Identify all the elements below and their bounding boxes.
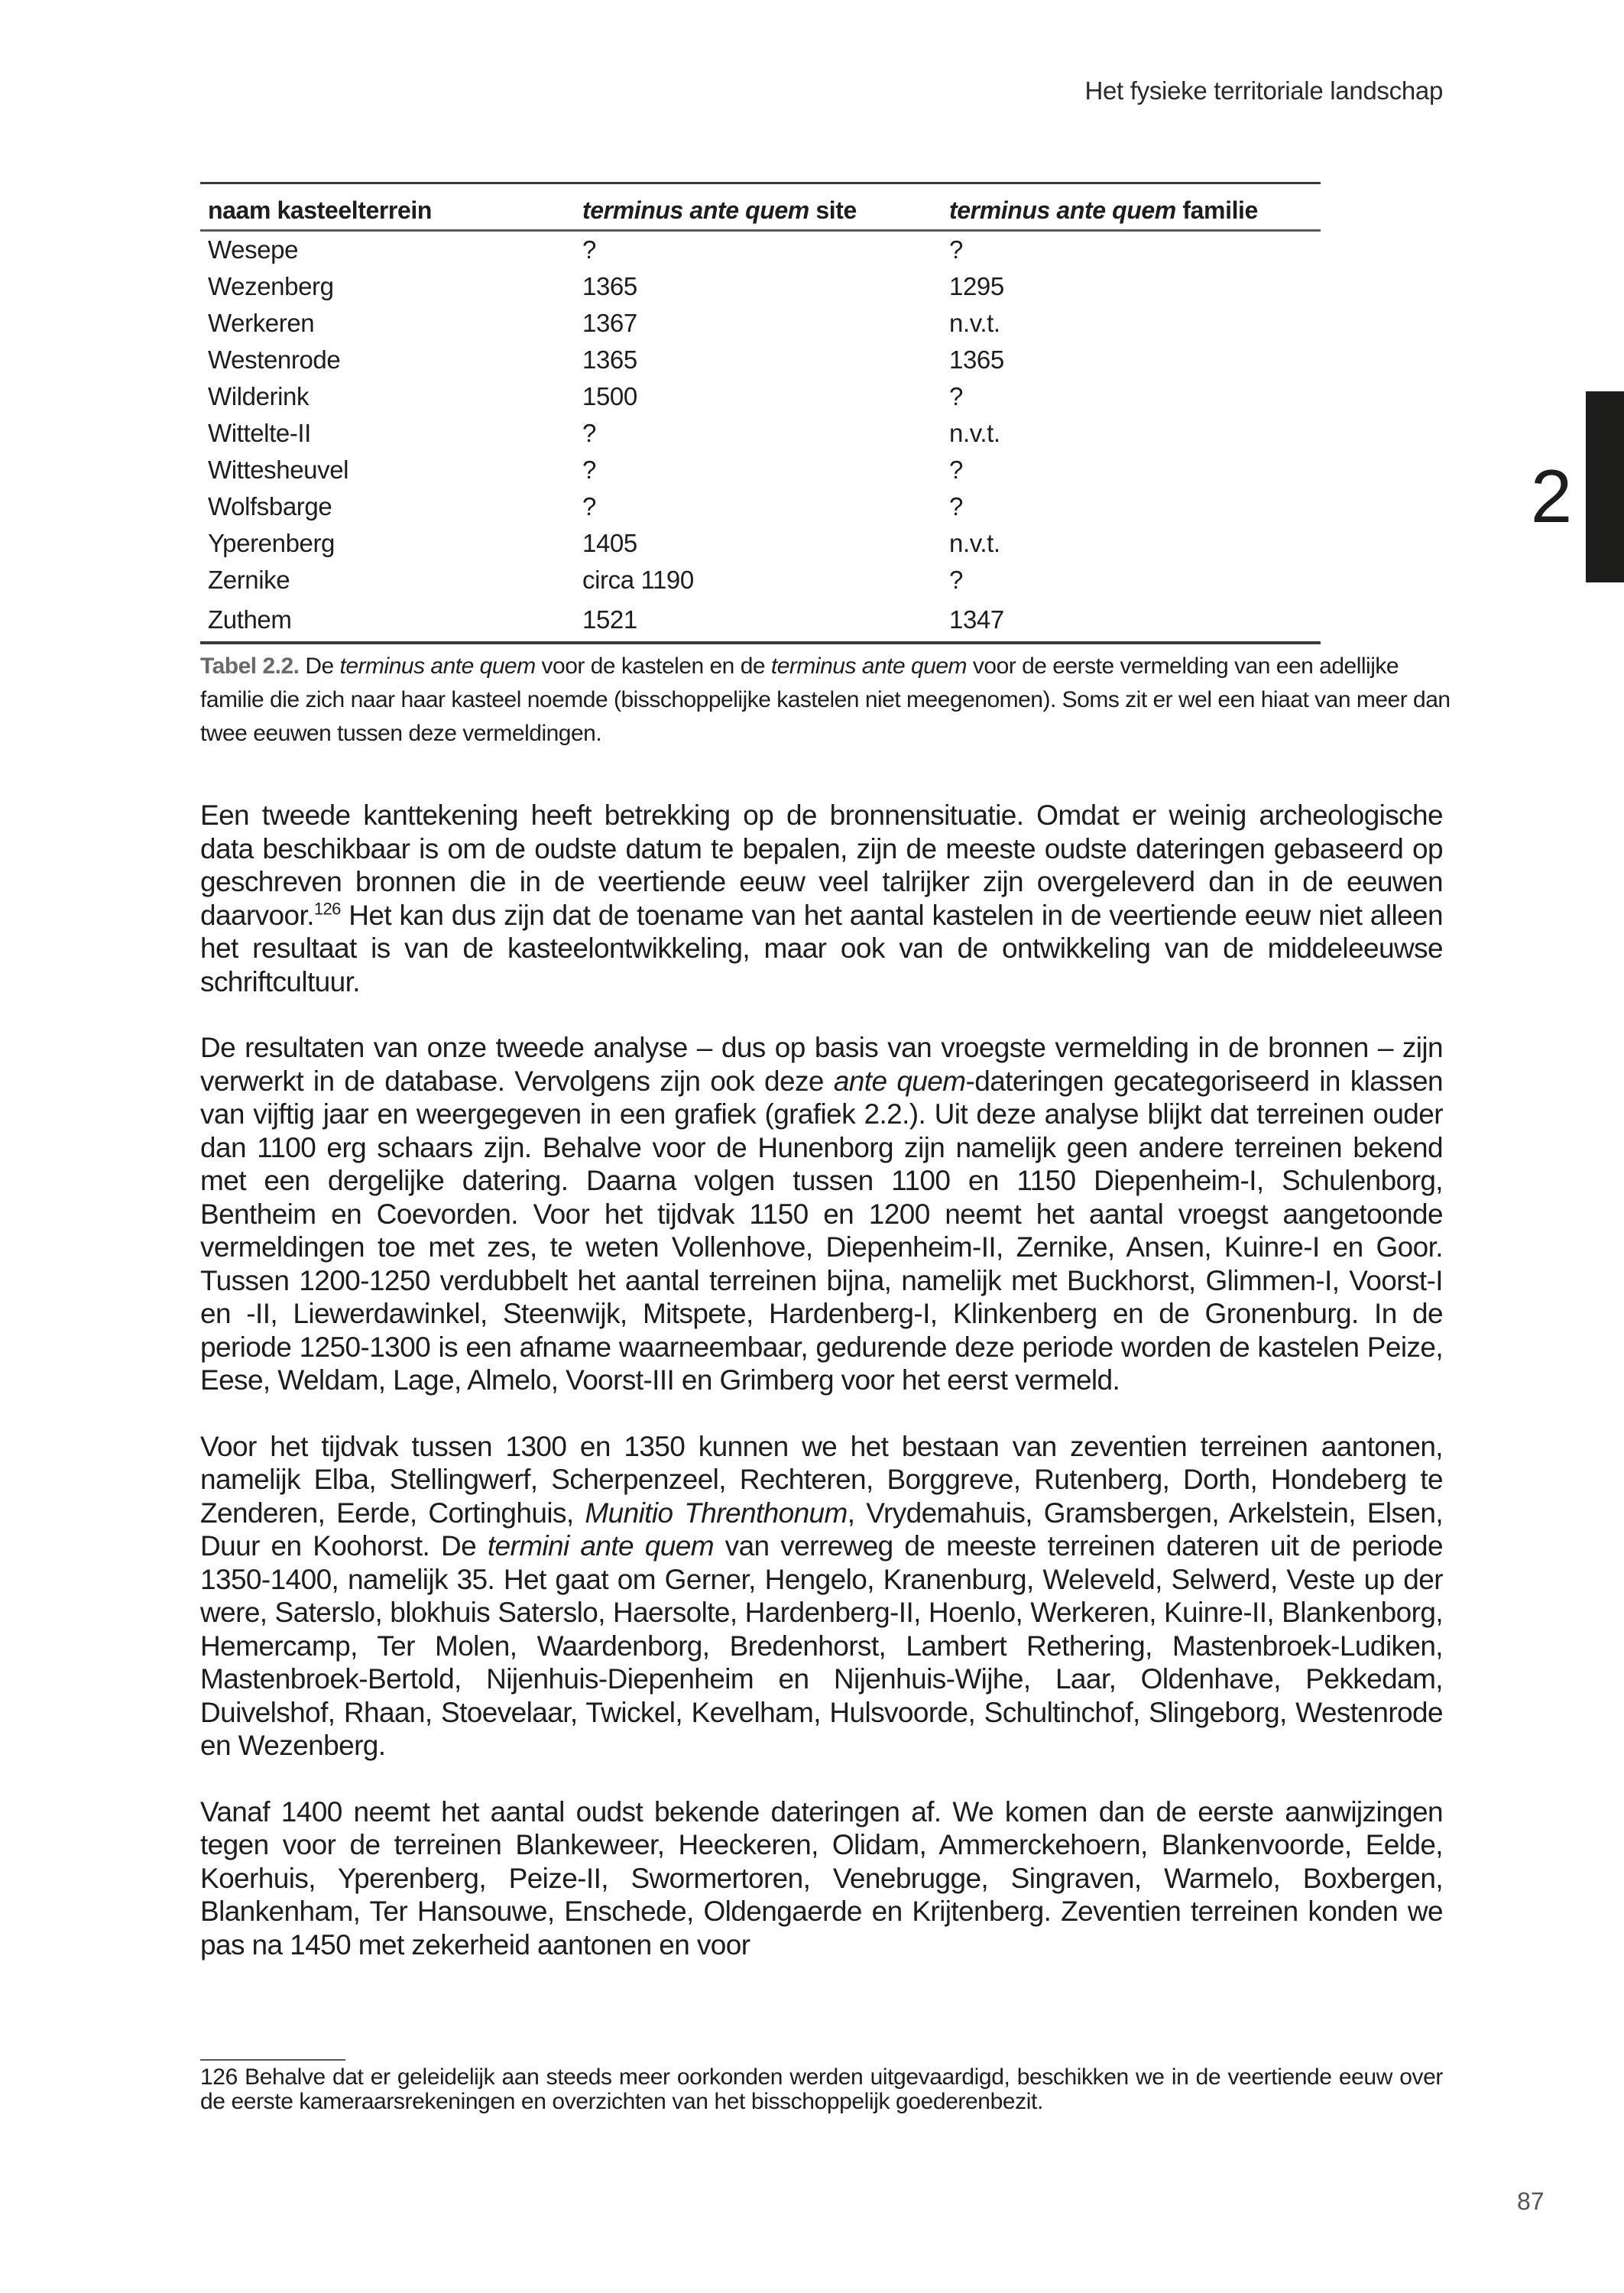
cell-castle-name: Westenrode <box>208 345 341 374</box>
footnote-126: 126 Behalve dat er geleidelijk aan steeds meer oorkonden werden uitgevaardigd, beschikken we in de veertiende eeuw over de eerste kameraarsrekeningen en overzichten van het bisschoppelijk goederenbezit. <box>200 2064 1443 2114</box>
table-row <box>200 378 1321 415</box>
table-row <box>200 488 1321 525</box>
table-row <box>200 598 1321 643</box>
cell-castle-name: Wezenberg <box>208 272 334 300</box>
header-castle-name: naam kasteelterrein <box>208 196 433 224</box>
footnote-number: 126 <box>200 2064 238 2090</box>
table-caption: Tabel 2.2. De terminus ante quem voor de kastelen en de terminus ante quem voor de eerste vermelding van een adellijke familie die zich naar haar kasteel noemde (bisschoppelijke kastelen niet meegenomen). Soms zit er wel een hiaat van meer dan twee eeuwen tussen deze vermeldingen. <box>200 654 1451 746</box>
castle-dating-table <box>200 182 1321 644</box>
cell-tam-site: ? <box>582 456 596 484</box>
cell-tam-site: ? <box>582 419 596 447</box>
cell-tam-family: ? <box>949 382 963 410</box>
table-row <box>200 342 1321 378</box>
footnote-ref-126[interactable]: 126 <box>313 899 341 919</box>
cell-tam-site: 1500 <box>582 382 637 410</box>
table-row <box>200 268 1321 305</box>
cell-tam-site: 1521 <box>582 605 637 634</box>
table-row <box>200 231 1321 269</box>
cell-tam-site: 1405 <box>582 529 637 557</box>
chapter-tab <box>1586 391 1624 582</box>
body-text <box>200 799 1443 1961</box>
cell-castle-name: Wittesheuvel <box>208 456 349 484</box>
table-row <box>200 305 1321 342</box>
cell-tam-family: ? <box>949 492 963 521</box>
cell-castle-name: Wolfsbarge <box>208 492 332 521</box>
cell-tam-site: ? <box>582 492 596 521</box>
cell-tam-family: 1347 <box>949 605 1004 634</box>
table-row <box>200 525 1321 562</box>
cell-castle-name: Yperenberg <box>208 529 335 557</box>
paragraph-1300-1400: Voor het tijdvak tussen 1300 en 1350 kunnen we het bestaan van zeventien terreinen aantonen, namelijk Elba, Stellingwerf, Scherpenzeel, Rechteren, Borggreve, Rutenberg, Dorth, Hondeberg te Zenderen, Eerde, Cortinghuis, Munitio Threnthonum, Vrydemahuis, Gramsbergen, Arkelstein, Elsen, Duur en Koohorst. De termini ante quem van verreweg de meeste terreinen dateren uit de periode 1350-1400, namelijk 35. Het gaat om Gerner, Hengelo, Kranenburg, Weleveld, Selwerd, Veste up der were, Saterslo, blokhuis Saterslo, Haersolte, Hardenberg-II, Hoenlo, Werkeren, Kuinre-II, Blankenborg, Hemercamp, Ter Molen, Waardenborg, Bredenhorst, Lambert Rethering, Mastenbroek-Ludiken, Mastenbroek-Bertold, Nijenhuis-Diepenheim en Nijenhuis-Wijhe, Laar, Oldenhave, Pekkedam, Duivelshof, Rhaan, Stoevelaar, Twickel, Kevelham, Hulsvoorde, Schultinchof, Slingeborg, Westenrode en Wezenberg. <box>200 1430 1443 1761</box>
cell-castle-name: Zuthem <box>208 605 292 634</box>
paragraph-from-1400: Vanaf 1400 neemt het aantal oudst bekende dateringen af. We komen dan de eerste aanwijzingen tegen voor de terreinen Blankeweer, Heeckeren, Olidam, Ammerckehoern, Blankenvoorde, Eelde, Koerhuis, Yperenberg, Peize-II, Swormertoren, Venebrugge, Singraven, Warmelo, Boxbergen, Blankenham, Ter Hansouwe, Enschede, Oldengaerde en Krijtenberg. Zeventien terreinen konden we pas na 1450 met zekerheid aantonen en voor <box>200 1795 1443 1961</box>
paragraph-sources: Een tweede kanttekening heeft betrekking op de bronnensituatie. Omdat er weinig archeologische data beschikbaar is om de oudste datum te bepalen, zijn de meeste oudste dateringen gebaseerd op geschreven bronnen die in de veertiende eeuw veel talrijker zijn overgeleverd dan in de eeuwen daarvoor.$^{126}$ Het kan dus zijn dat de toename van het aantal kastelen in de veertiende eeuw niet alleen het resultaat is van de kasteelontwikkeling, maar ook van de ontwikkeling van de middeleeuwse schriftcultuur. <box>200 799 1443 997</box>
cell-tam-site: ? <box>582 235 596 264</box>
table-row <box>200 452 1321 488</box>
table-row <box>200 415 1321 452</box>
footnote-divider <box>200 2059 345 2061</box>
cell-tam-site: 1365 <box>582 345 637 374</box>
table-header-row <box>200 183 1321 231</box>
cell-tam-family: n.v.t. <box>949 529 1000 557</box>
chapter-number: 2 <box>1530 454 1573 538</box>
cell-tam-family: 1365 <box>949 345 1004 374</box>
header-tam-family: terminus ante quem familie <box>949 196 1258 224</box>
cell-castle-name: Zernike <box>208 566 290 594</box>
cell-tam-family: n.v.t. <box>949 309 1000 337</box>
cell-tam-family: ? <box>949 235 963 264</box>
cell-castle-name: Wittelte-II <box>208 419 311 447</box>
header-tam-site: terminus ante quem site <box>582 196 857 224</box>
cell-tam-site: 1365 <box>582 272 637 300</box>
cell-tam-site: circa 1190 <box>582 566 694 594</box>
cell-tam-site: 1367 <box>582 309 637 337</box>
cell-tam-family: ? <box>949 456 963 484</box>
cell-castle-name: Werkeren <box>208 309 315 337</box>
cell-tam-family: 1295 <box>949 272 1004 300</box>
cell-castle-name: Wesepe <box>208 235 299 264</box>
running-header: Het fysieke territoriale landschap <box>1084 76 1443 105</box>
page-number: 87 <box>1517 2188 1545 2215</box>
table-row <box>200 562 1321 598</box>
cell-castle-name: Wilderink <box>208 382 310 410</box>
paragraph-second-analysis: De resultaten van onze tweede analyse – dus op basis van vroegste vermelding in de bronnen – zijn verwerkt in de database. Vervolgens zijn ook deze ante quem-dateringen gecategoriseerd in klassen van vijftig jaar en weergegeven in een grafiek (grafiek 2.2.). Uit deze analyse blijkt dat terreinen ouder dan 1100 erg schaars zijn. Behalve voor de Hunenborg zijn namelijk geen andere terreinen bekend met een dergelijke datering. Daarna volgen tussen 1100 en 1150 Diepenheim-I, Schulenborg, Bentheim en Coevorden. Voor het tijdvak 1150 en 1200 neemt het aantal vroegst aangetoonde vermeldingen toe met zes, te weten Vollenhove, Diepenheim-II, Zernike, Ansen, Kuinre-I en Goor. Tussen 1200-1250 verdubbelt het aantal terreinen bijna, namelijk met Buckhorst, Glimmen-I, Voorst-I en -II, Liewerdawinkel, Steenwijk, Mitspete, Hardenberg-I, Klinkenberg en de Gronenburg. In de periode 1250-1300 is een afname waarneembaar, gedurende deze periode worden de kastelen Peize, Eese, Weldam, Lage, Almelo, Voorst-III en Grimberg voor het eerst vermeld. <box>200 1032 1443 1396</box>
caption-label: Tabel 2.2. <box>200 654 300 679</box>
cell-tam-family: ? <box>949 566 963 594</box>
cell-tam-family: n.v.t. <box>949 419 1000 447</box>
